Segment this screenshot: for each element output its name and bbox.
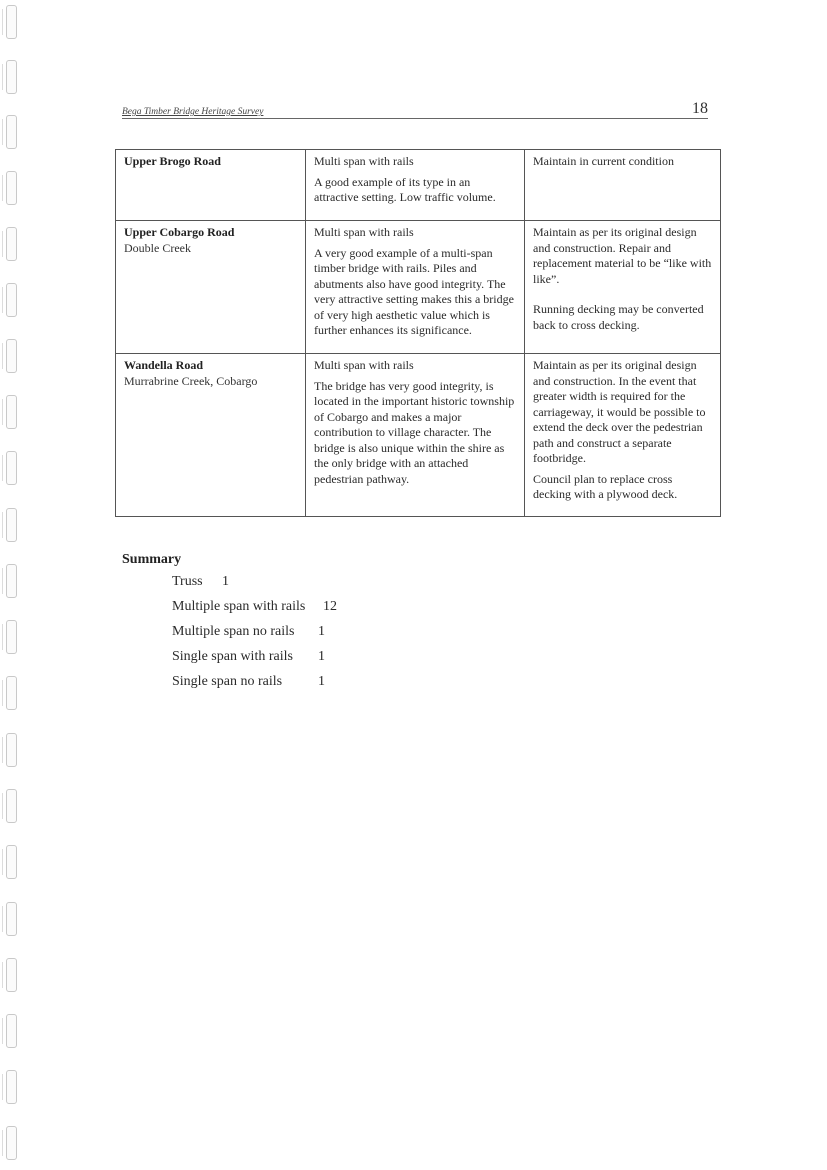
recommendation: Maintain as per its original design and construction. In the event that greater width is required for the carriageway, it would be possible to extend the deck over the pedestrian path and construct a separate footbridge. (533, 358, 706, 465)
bridge-type: Multi span with rails (314, 154, 414, 168)
bridge-description: A good example of its type in an attractive setting. Low traffic volume. (314, 174, 496, 204)
road-cell (116, 150, 306, 221)
summary-item (122, 649, 325, 674)
road-cell (116, 354, 306, 517)
road-location: Double Creek (124, 240, 191, 255)
binding-hole (6, 227, 17, 261)
summary-item (122, 574, 229, 599)
binding-hole (6, 958, 17, 992)
bridge-description: The bridge has very good integrity, is located in the important historic township of Cobargo and makes a major contribution to village character. The bridge is also unique within the shire as the only bridge with an attached pedestrian pathway. (314, 378, 515, 486)
summary-value: 1 (222, 574, 229, 589)
binding-hole (6, 1070, 17, 1104)
summary-label: Single span with rails (172, 649, 293, 664)
binding-hole (6, 171, 17, 205)
summary-value: 1 (318, 649, 325, 664)
summary-value: 1 (318, 674, 325, 689)
binding-hole (6, 60, 17, 94)
recommendation-cell (525, 221, 721, 354)
summary-label: Multiple span with rails (172, 599, 306, 614)
page-number: 18 (692, 100, 708, 117)
binding-hole (6, 508, 17, 542)
header-title: Bega Timber Bridge Heritage Survey (122, 107, 264, 117)
bridge-type: Multi span with rails (314, 358, 414, 372)
recommendation-note: Running decking may be converted back to cross decking. (533, 302, 704, 332)
binding-hole (6, 902, 17, 936)
binding-hole (6, 395, 17, 429)
binding-hole (6, 339, 17, 373)
summary-value: 12 (323, 599, 337, 614)
summary-label: Truss (172, 574, 203, 589)
summary-item (122, 599, 337, 624)
road-name: Wandella Road (124, 358, 204, 372)
table-row (116, 354, 721, 517)
binding-hole (6, 845, 17, 879)
summary-item (122, 674, 325, 699)
binding-hole (6, 564, 17, 598)
binding-hole (6, 676, 17, 710)
binding-holes (6, 0, 26, 1170)
bridge-table (115, 149, 721, 517)
summary-title: Summary (122, 552, 182, 567)
summary-label: Single span no rails (172, 674, 283, 689)
table-row (116, 150, 721, 221)
description-cell (306, 150, 525, 221)
binding-hole (6, 733, 17, 767)
summary-item (122, 624, 325, 649)
recommendation-cell (525, 150, 721, 221)
binding-hole (6, 451, 17, 485)
summary-section (122, 552, 337, 699)
recommendation: Maintain as per its original design and construction. Repair and replacement material to be “like with like”. (533, 225, 712, 286)
binding-hole (6, 789, 17, 823)
table-row (116, 221, 721, 354)
binding-hole (6, 1014, 17, 1048)
recommendation-cell (525, 354, 721, 517)
binding-hole (6, 5, 17, 39)
description-cell (306, 221, 525, 354)
binding-hole (6, 283, 17, 317)
recommendation: Maintain in current condition (533, 154, 674, 168)
bridge-type: Multi span with rails (314, 225, 414, 239)
road-name: Upper Brogo Road (124, 154, 221, 168)
summary-label: Multiple span no rails (172, 624, 295, 639)
bridge-description: A very good example of a multi-span timber bridge with rails. Piles and abutments also have good integrity. The very attractive setting makes this a bridge of very high aesthetic value which is further enhances its significance. (314, 245, 514, 337)
road-cell (116, 221, 306, 354)
binding-hole (6, 115, 17, 149)
road-name: Upper Cobargo Road (124, 225, 235, 239)
summary-value: 1 (318, 624, 325, 639)
binding-hole (6, 1126, 17, 1160)
recommendation-note: Council plan to replace cross decking with a plywood deck. (533, 471, 678, 501)
description-cell (306, 354, 525, 517)
road-location: Murrabrine Creek, Cobargo (124, 373, 258, 388)
binding-hole (6, 620, 17, 654)
page-header (122, 100, 708, 119)
